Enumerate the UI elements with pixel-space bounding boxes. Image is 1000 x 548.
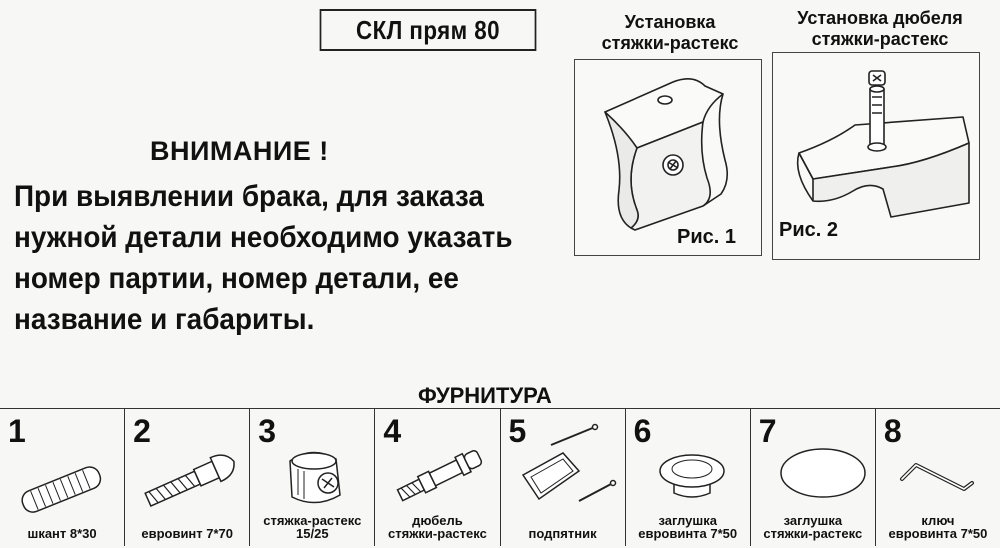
figure-1-caption-line-1: Установка [624,12,716,32]
hardware-item-label-line: стяжки-растекс [763,526,863,541]
hardware-item-label [0,527,124,540]
hardware-item-number: 5 [508,413,527,449]
hardware-item-label [375,514,499,540]
hardware-item-5 [501,409,626,546]
hardware-list [0,408,1000,546]
hardware-item-label [125,527,249,540]
hardware-item-8 [876,409,1000,546]
hardware-item-number: 6 [633,413,652,449]
attention-heading: ВНИМАНИЕ ! [150,136,329,166]
hardware-item-number: 4 [383,413,402,449]
document-title: СКЛ прям 80 [320,9,537,51]
hex-key-icon [876,409,1000,519]
cam-dowel-icon [375,409,499,519]
hardware-item-label-line: подпятник [528,526,597,541]
attention-line-4: название и габариты. [14,303,315,336]
dowel-icon [0,409,124,519]
hardware-item-label [501,527,625,540]
hardware-item-number: 8 [883,413,902,449]
hardware-item-label-line: евровинта 7*50 [888,526,988,541]
cam-lock-icon [250,409,374,519]
hardware-item-6 [626,409,751,546]
hardware-item-label [626,514,750,540]
figure-2-caption-line-1: Установка дюбеля [797,8,963,28]
hardware-item-label-line: евровинта 7*50 [638,526,738,541]
attention-line-1: При выявлении брака, для заказа [14,180,484,213]
hardware-item-number: 3 [258,413,277,449]
attention-line-3: номер партии, номер детали, ее [14,262,459,295]
hardware-item-label-line: 15/25 [296,526,329,541]
hardware-heading: ФУРНИТУРА [418,383,552,408]
figure-1-caption-line-2: стяжки-растекс [601,33,739,53]
hardware-item-label-line: заглушка [783,513,843,528]
hardware-item-label [250,514,374,540]
figure-2-frame [772,52,980,260]
figure-1-label: Рис. 1 [677,226,736,248]
hardware-item-1 [0,409,125,546]
figure-2-caption [780,8,980,50]
hardware-item-label [876,514,1000,540]
figure-2-label: Рис. 2 [779,219,838,241]
hardware-item-4 [375,409,500,546]
cap-disc-icon [751,409,875,519]
cap-icon [626,409,750,519]
euroscrew-icon [125,409,249,519]
glide-icon [501,409,625,519]
hardware-item-number: 2 [133,413,151,449]
hardware-item-number: 1 [8,413,26,449]
hardware-item-label-line: заглушка [658,513,717,528]
hardware-item-3 [250,409,375,546]
hardware-item-label [751,514,875,540]
figure-1-caption [580,12,760,54]
hardware-item-label-line: ключ [921,513,955,528]
hardware-item-label-line: евровинт 7*70 [141,526,234,541]
attention-text [14,176,535,340]
hardware-item-7 [751,409,876,546]
hardware-item-label-line: стяжка-растекс [263,513,362,528]
hardware-item-label-line: дюбель [412,513,463,528]
figure-1-frame [574,59,762,256]
hardware-item-label-line: шкант 8*30 [27,526,97,541]
hardware-item-number: 7 [758,413,777,449]
hardware-item-2 [125,409,250,546]
hardware-item-label-line: стяжки-растекс [388,526,487,541]
attention-line-2: нужной детали необходимо указать [14,221,513,254]
figure-2-caption-line-2: стяжки-растекс [811,29,949,49]
